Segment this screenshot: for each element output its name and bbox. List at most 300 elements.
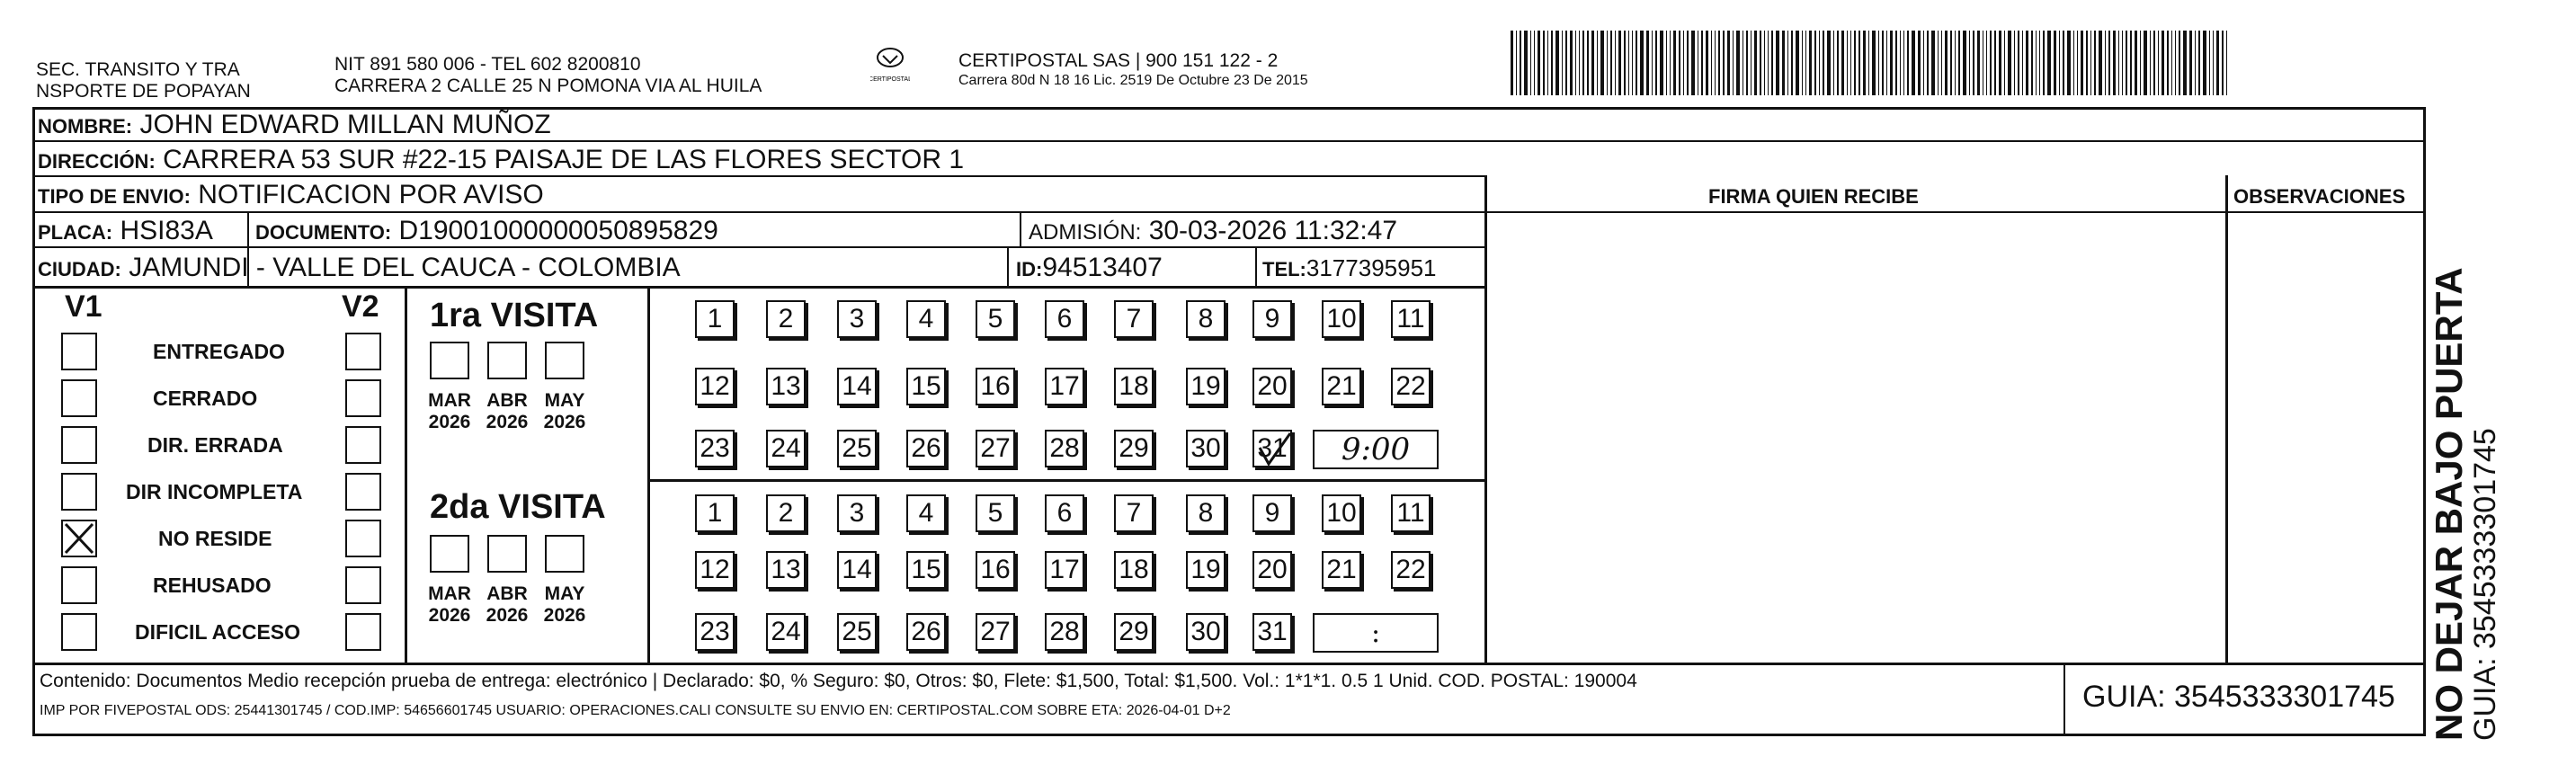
day-number: 11 bbox=[1396, 304, 1425, 334]
barcode-bar bbox=[1733, 31, 1734, 95]
day-number: 17 bbox=[1049, 371, 1080, 401]
day-number: 23 bbox=[700, 433, 730, 463]
day-checkbox[interactable] bbox=[1114, 368, 1154, 405]
barcode-bar bbox=[1652, 31, 1653, 95]
id-field bbox=[1016, 253, 1163, 285]
barcode-bar bbox=[2081, 31, 2083, 95]
day-checkbox[interactable] bbox=[766, 300, 806, 338]
sender-name bbox=[36, 59, 251, 102]
month-checkbox[interactable] bbox=[545, 535, 584, 573]
day-number: 7 bbox=[1126, 304, 1142, 334]
barcode-bar bbox=[2099, 31, 2102, 95]
barcode-bar bbox=[2094, 31, 2096, 95]
day-checkbox[interactable] bbox=[1045, 300, 1084, 338]
day-number: 5 bbox=[987, 304, 1003, 334]
barcode-bar bbox=[2026, 31, 2028, 95]
reason-label: NO RESIDE bbox=[158, 527, 272, 550]
month-year: 2026 bbox=[428, 605, 471, 626]
barcode-bar bbox=[1575, 31, 1576, 95]
barcode-bar bbox=[1771, 31, 1773, 95]
v2-checkbox[interactable] bbox=[345, 473, 381, 511]
barcode-bar bbox=[1524, 31, 1528, 95]
day-checkbox[interactable] bbox=[695, 368, 735, 405]
day-checkbox[interactable] bbox=[837, 368, 877, 405]
barcode-bar bbox=[2067, 31, 2071, 95]
day-number: 19 bbox=[1190, 555, 1221, 584]
barcode-bar bbox=[1782, 31, 1785, 95]
day-checkbox[interactable] bbox=[1186, 613, 1226, 651]
day-checkbox[interactable] bbox=[1045, 551, 1084, 589]
barcode-bar bbox=[1895, 31, 1897, 95]
barcode-bar bbox=[2022, 31, 2023, 95]
barcode-bar bbox=[2105, 31, 2106, 95]
day-number: 25 bbox=[842, 433, 872, 463]
day-number: 21 bbox=[1326, 555, 1357, 584]
barcode-bar bbox=[1977, 31, 1980, 95]
month-label bbox=[480, 390, 534, 433]
v2-checkbox[interactable] bbox=[345, 379, 381, 417]
month-year: 2026 bbox=[486, 412, 529, 432]
day-number: 21 bbox=[1326, 371, 1357, 401]
day-checkbox[interactable] bbox=[695, 494, 735, 532]
day-checkbox[interactable] bbox=[976, 613, 1015, 651]
barcode-bar bbox=[1600, 31, 1604, 95]
day-checkbox[interactable] bbox=[1045, 430, 1084, 467]
day-number: 2 bbox=[778, 498, 794, 528]
day-number: 6 bbox=[1056, 498, 1073, 528]
day-checkbox[interactable] bbox=[1391, 300, 1431, 338]
day-number: 30 bbox=[1190, 617, 1221, 646]
day-number: 4 bbox=[918, 498, 934, 528]
day-checkbox[interactable] bbox=[1252, 430, 1292, 467]
day-checkbox[interactable] bbox=[976, 300, 1015, 338]
ciudad-label: CIUDAD: bbox=[38, 258, 121, 280]
day-checkbox[interactable] bbox=[1322, 494, 1361, 532]
day-number: 14 bbox=[842, 555, 872, 584]
day-checkbox[interactable] bbox=[906, 300, 946, 338]
barcode-bar bbox=[2175, 31, 2176, 95]
reason-label: ENTREGADO bbox=[153, 340, 285, 363]
day-checkbox[interactable] bbox=[906, 368, 946, 405]
first-visit-title: 1ra VISITA bbox=[430, 297, 599, 334]
month-name: ABR bbox=[486, 583, 528, 604]
month-checkbox[interactable] bbox=[545, 342, 584, 379]
month-checkbox[interactable] bbox=[487, 535, 527, 573]
barcode-bar bbox=[1918, 31, 1921, 95]
v2-checkbox[interactable] bbox=[345, 426, 381, 464]
barcode-bar bbox=[1715, 31, 1716, 95]
barcode-bar bbox=[1819, 31, 1820, 95]
month-name: ABR bbox=[486, 390, 528, 411]
day-number: 23 bbox=[700, 617, 730, 646]
ciudad-value: JAMUNDI - VALLE DEL CAUCA - COLOMBIA bbox=[129, 253, 681, 282]
barcode-bar bbox=[1582, 31, 1584, 95]
barcode-bar bbox=[1511, 31, 1513, 95]
v1-checkbox[interactable] bbox=[61, 613, 97, 651]
barcode-bar bbox=[1615, 31, 1616, 95]
nombre-row bbox=[38, 110, 551, 142]
day-checkbox[interactable] bbox=[906, 551, 946, 589]
svg-text:CERTIPOSTAL: CERTIPOSTAL bbox=[870, 76, 910, 83]
day-checkbox[interactable] bbox=[1252, 368, 1292, 405]
barcode-bar bbox=[1990, 31, 1992, 95]
barcode-bar bbox=[2018, 31, 2019, 95]
v1-checkbox[interactable] bbox=[61, 333, 97, 370]
id-value: 94513407 bbox=[1042, 253, 1163, 282]
barcode-bar bbox=[2140, 31, 2141, 95]
day-checkbox[interactable] bbox=[1114, 430, 1154, 467]
day-number: 10 bbox=[1326, 498, 1357, 528]
day-checkbox[interactable] bbox=[1391, 368, 1431, 405]
barcode-bar bbox=[1597, 31, 1598, 95]
barcode-bar bbox=[1660, 31, 1663, 95]
barcode-bar bbox=[1787, 31, 1788, 95]
day-number: 8 bbox=[1198, 498, 1214, 528]
observations-area[interactable] bbox=[2230, 216, 2422, 660]
day-checkbox[interactable] bbox=[766, 368, 806, 405]
day-checkbox[interactable] bbox=[837, 551, 877, 589]
barcode-bar bbox=[1945, 31, 1948, 95]
direccion-value: CARRERA 53 SUR #22-15 PAISAJE DE LAS FLORES SECTOR 1 bbox=[163, 145, 965, 174]
visit-time-field[interactable]: : bbox=[1313, 613, 1439, 653]
barcode-bar bbox=[1854, 31, 1856, 95]
barcode-bar bbox=[2216, 31, 2219, 95]
barcode-bar bbox=[1802, 31, 1803, 95]
barcode-bar bbox=[1679, 31, 1680, 95]
day-checkbox[interactable] bbox=[1322, 300, 1361, 338]
carrier-line-2: Carrera 80d N 18 16 Lic. 2519 De Octubre 23 De 2015 bbox=[958, 73, 1308, 88]
barcode-bar bbox=[1624, 31, 1626, 95]
v2-checkbox[interactable] bbox=[345, 333, 381, 370]
day-number: 27 bbox=[980, 617, 1011, 646]
month-checkbox[interactable] bbox=[430, 342, 469, 379]
month-year: 2026 bbox=[543, 605, 586, 626]
day-number: 22 bbox=[1395, 371, 1426, 401]
barcode-bar bbox=[1666, 31, 1667, 95]
day-number: 13 bbox=[771, 371, 801, 401]
barcode-bar bbox=[1878, 31, 1879, 95]
footer-imp: IMP POR FIVEPOSTAL ODS: 25441301745 / COD.IMP: 54656601745 USUARIO: OPERACIONES.CALI CONSULTE SU ENVIO EN: CERTIPOSTAL.COM SOBRE ETA: 2026-04-01 D+2 bbox=[40, 703, 1231, 718]
reason-label: REHUSADO bbox=[153, 574, 272, 597]
barcode-bar bbox=[1570, 31, 1573, 95]
barcode-bar bbox=[1837, 31, 1839, 95]
barcode-bar bbox=[1587, 31, 1589, 95]
day-checkbox[interactable] bbox=[1252, 551, 1292, 589]
tracking-barcode bbox=[1511, 31, 2248, 95]
day-number: 14 bbox=[842, 371, 872, 401]
day-checkbox[interactable] bbox=[1045, 494, 1084, 532]
barcode-bar bbox=[1591, 31, 1594, 95]
barcode-bar bbox=[1520, 31, 1521, 95]
barcode-bar bbox=[1751, 31, 1752, 95]
barcode-bar bbox=[1847, 31, 1848, 95]
barcode-bar bbox=[2004, 31, 2005, 95]
barcode-bar bbox=[1776, 31, 1779, 95]
day-checkbox[interactable] bbox=[906, 613, 946, 651]
barcode-bar bbox=[1994, 31, 1996, 95]
barcode-bar bbox=[2008, 31, 2011, 95]
day-number: 10 bbox=[1326, 304, 1357, 334]
admision-value: 30-03-2026 11:32:47 bbox=[1148, 216, 1398, 245]
barcode-bar bbox=[2198, 31, 2200, 95]
day-checkbox[interactable] bbox=[1114, 551, 1154, 589]
day-checkbox[interactable] bbox=[1114, 300, 1154, 338]
day-checkbox[interactable] bbox=[1322, 551, 1361, 589]
barcode-bar bbox=[1907, 31, 1909, 95]
day-number: 13 bbox=[771, 555, 801, 584]
month-year: 2026 bbox=[543, 412, 586, 432]
day-number: 6 bbox=[1056, 304, 1073, 334]
barcode-bar bbox=[2222, 31, 2224, 95]
day-checkbox[interactable] bbox=[695, 430, 735, 467]
month-name: MAR bbox=[428, 390, 471, 411]
barcode-bar bbox=[1927, 31, 1929, 95]
day-number: 12 bbox=[700, 371, 730, 401]
day-checkbox[interactable] bbox=[1391, 551, 1431, 589]
barcode-bar bbox=[1718, 31, 1720, 95]
day-checkbox[interactable] bbox=[1114, 613, 1154, 651]
barcode-bar bbox=[1973, 31, 1974, 95]
day-number: 3 bbox=[849, 498, 865, 528]
day-checkbox[interactable] bbox=[1322, 368, 1361, 405]
day-number: 9 bbox=[1264, 498, 1280, 528]
barcode-bar bbox=[2036, 31, 2037, 95]
placa-value: HSI83A bbox=[120, 216, 213, 245]
day-checkbox[interactable] bbox=[1186, 494, 1226, 532]
barcode-bar bbox=[1579, 31, 1580, 95]
month-checkbox[interactable] bbox=[487, 342, 527, 379]
day-number: 31 bbox=[1257, 433, 1288, 463]
barcode-bar bbox=[2108, 31, 2110, 95]
day-checkbox[interactable] bbox=[837, 613, 877, 651]
day-number: 8 bbox=[1198, 304, 1214, 334]
day-number: 15 bbox=[911, 371, 941, 401]
barcode-bar bbox=[1706, 31, 1708, 95]
carrier-line-1: CERTIPOSTAL SAS | 900 151 122 - 2 bbox=[958, 50, 1279, 71]
day-number: 18 bbox=[1119, 555, 1149, 584]
month-label bbox=[480, 583, 534, 627]
day-checkbox[interactable] bbox=[1114, 494, 1154, 532]
admision-field bbox=[1029, 216, 1397, 248]
side-text bbox=[2429, 267, 2501, 741]
barcode-bar bbox=[1547, 31, 1548, 95]
sender-address-line-2: CARRERA 2 CALLE 25 N POMONA VIA AL HUILA bbox=[334, 76, 762, 96]
barcode-bar bbox=[1723, 31, 1725, 95]
day-number: 26 bbox=[911, 617, 941, 646]
barcode-bar bbox=[1903, 31, 1904, 95]
tipo-envio-label: TIPO DE ENVIO: bbox=[38, 185, 191, 208]
barcode-bar bbox=[2226, 31, 2227, 95]
documento-label: DOCUMENTO: bbox=[255, 221, 392, 244]
v1-checkbox[interactable] bbox=[61, 473, 97, 511]
v2-checkbox[interactable] bbox=[345, 613, 381, 651]
day-number: 17 bbox=[1049, 555, 1080, 584]
barcode-bar bbox=[1958, 31, 1960, 95]
month-label bbox=[538, 390, 592, 433]
barcode-bar bbox=[1754, 31, 1757, 95]
barcode-bar bbox=[2130, 31, 2132, 95]
month-name: MAY bbox=[544, 583, 585, 604]
sender-line-2: NSPORTE DE POPAYAN bbox=[36, 81, 251, 102]
v2-checkbox[interactable] bbox=[345, 520, 381, 557]
barcode-bar bbox=[2195, 31, 2196, 95]
day-number: 1 bbox=[707, 498, 723, 528]
barcode-bar bbox=[2150, 31, 2151, 95]
barcode-bar bbox=[1863, 31, 1866, 95]
tel-field bbox=[1262, 253, 1437, 285]
day-checkbox[interactable] bbox=[1186, 551, 1226, 589]
barcode-bar bbox=[1805, 31, 1806, 95]
barcode-bar bbox=[1534, 31, 1535, 95]
reason-label: DIFICIL ACCESO bbox=[135, 620, 301, 644]
barcode-bar bbox=[2183, 31, 2187, 95]
day-checkbox[interactable] bbox=[695, 300, 735, 338]
visit-time-field[interactable]: 9:00 bbox=[1313, 430, 1439, 469]
day-number: 2 bbox=[778, 304, 794, 334]
barcode-bar bbox=[1796, 31, 1799, 95]
month-label bbox=[423, 390, 477, 433]
day-checkbox[interactable] bbox=[1045, 613, 1084, 651]
carrier-info bbox=[958, 50, 1308, 90]
day-number: 12 bbox=[700, 555, 730, 584]
day-number: 5 bbox=[987, 498, 1003, 528]
barcode-bar bbox=[1950, 31, 1952, 95]
barcode-bar bbox=[1538, 31, 1540, 95]
day-checkbox[interactable] bbox=[1391, 494, 1431, 532]
barcode-bar bbox=[2113, 31, 2116, 95]
signature-area[interactable] bbox=[1489, 216, 2223, 660]
direccion-label: DIRECCIÓN: bbox=[38, 150, 156, 173]
day-checkbox[interactable] bbox=[976, 430, 1015, 467]
day-number: 24 bbox=[771, 433, 801, 463]
barcode-bar bbox=[1691, 31, 1695, 95]
barcode-bar bbox=[1711, 31, 1712, 95]
day-number: 3 bbox=[849, 304, 865, 334]
day-number: 31 bbox=[1257, 617, 1288, 646]
day-checkbox[interactable] bbox=[906, 430, 946, 467]
day-checkbox[interactable] bbox=[837, 494, 877, 532]
barcode-bar bbox=[1640, 31, 1644, 95]
placa-field bbox=[38, 216, 213, 248]
day-checkbox[interactable] bbox=[1186, 430, 1226, 467]
day-number: 19 bbox=[1190, 371, 1221, 401]
barcode-bar bbox=[1768, 31, 1769, 95]
barcode-bar bbox=[1963, 31, 1966, 95]
barcode-bar bbox=[2077, 31, 2078, 95]
barcode-bar bbox=[2054, 31, 2056, 95]
day-number: 26 bbox=[911, 433, 941, 463]
day-checkbox[interactable] bbox=[1045, 368, 1084, 405]
v1-checkbox[interactable] bbox=[61, 566, 97, 604]
day-checkbox[interactable] bbox=[766, 494, 806, 532]
day-number: 30 bbox=[1190, 433, 1221, 463]
barcode-bar bbox=[1636, 31, 1637, 95]
barcode-bar bbox=[1833, 31, 1834, 95]
barcode-bar bbox=[1727, 31, 1730, 95]
v2-header: V2 bbox=[342, 289, 379, 324]
firma-header: FIRMA QUIEN RECIBE bbox=[1708, 185, 1919, 208]
ciudad-field bbox=[38, 253, 681, 285]
day-checkbox[interactable] bbox=[1186, 368, 1226, 405]
day-checkbox[interactable] bbox=[976, 494, 1015, 532]
id-label: ID: bbox=[1016, 258, 1043, 280]
v1-checkbox[interactable] bbox=[61, 379, 97, 417]
barcode-bar bbox=[1760, 31, 1761, 95]
barcode-bar bbox=[1938, 31, 1939, 95]
barcode-bar bbox=[1687, 31, 1689, 95]
footer-contenido: Contenido: Documentos Medio recepción prueba de entrega: electrónico | Declarado: $0, % Seguro: $0, Otros: $0, Flete: $1,500, Total: $1,500. Vol.: 1*1*1. 0.5 1 Unid. COD. POSTAL: 190004 bbox=[40, 671, 1637, 691]
day-checkbox[interactable] bbox=[976, 368, 1015, 405]
documento-value: D19001000000050895829 bbox=[398, 216, 718, 245]
day-checkbox[interactable] bbox=[766, 430, 806, 467]
barcode-bar bbox=[1555, 31, 1559, 95]
day-checkbox[interactable] bbox=[976, 551, 1015, 589]
barcode-bar bbox=[2073, 31, 2074, 95]
observaciones-header: OBSERVACIONES bbox=[2233, 185, 2406, 208]
sender-line-1: SEC. TRANSITO Y TRA bbox=[36, 59, 240, 80]
day-checkbox[interactable] bbox=[695, 551, 735, 589]
barcode-bar bbox=[1912, 31, 1915, 95]
barcode-bar bbox=[1736, 31, 1740, 95]
documento-field bbox=[255, 216, 718, 248]
barcode-bar bbox=[2167, 31, 2169, 95]
barcode-bar bbox=[1999, 31, 2001, 95]
barcode-bar bbox=[1823, 31, 1824, 95]
barcode-bar bbox=[1673, 31, 1676, 95]
barcode-bar bbox=[1683, 31, 1684, 95]
day-checkbox[interactable] bbox=[1252, 613, 1292, 651]
barcode-bar bbox=[2179, 31, 2180, 95]
month-year: 2026 bbox=[486, 605, 529, 626]
barcode-bar bbox=[1543, 31, 1545, 95]
v1-checkbox[interactable] bbox=[61, 426, 97, 464]
day-checkbox[interactable] bbox=[837, 300, 877, 338]
day-checkbox[interactable] bbox=[695, 613, 735, 651]
day-number: 25 bbox=[842, 617, 872, 646]
month-checkbox[interactable] bbox=[430, 535, 469, 573]
barcode-bar bbox=[2031, 31, 2033, 95]
barcode-bar bbox=[1890, 31, 1893, 95]
day-checkbox[interactable] bbox=[766, 613, 806, 651]
barcode-bar bbox=[2135, 31, 2137, 95]
v1-checkbox[interactable] bbox=[61, 520, 97, 557]
barcode-bar bbox=[1872, 31, 1876, 95]
sender-address-line-1: NIT 891 580 006 - TEL 602 8200810 bbox=[334, 54, 641, 75]
barcode-bar bbox=[1827, 31, 1831, 95]
barcode-bar bbox=[1764, 31, 1765, 95]
month-name: MAY bbox=[544, 390, 585, 411]
barcode-bar bbox=[1628, 31, 1629, 95]
barcode-bar bbox=[1530, 31, 1531, 95]
barcode-bar bbox=[1565, 31, 1567, 95]
barcode-bar bbox=[2086, 31, 2088, 95]
day-checkbox[interactable] bbox=[837, 430, 877, 467]
barcode-bar bbox=[1931, 31, 1935, 95]
v1-header: V1 bbox=[65, 289, 103, 324]
day-checkbox[interactable] bbox=[1252, 300, 1292, 338]
barcode-bar bbox=[1562, 31, 1563, 95]
barcode-bar bbox=[2158, 31, 2159, 95]
day-checkbox[interactable] bbox=[1252, 494, 1292, 532]
reason-label: CERRADO bbox=[153, 387, 258, 410]
day-checkbox[interactable] bbox=[906, 494, 946, 532]
nombre-value: JOHN EDWARD MILLAN MUÑOZ bbox=[139, 110, 551, 139]
v2-checkbox[interactable] bbox=[345, 566, 381, 604]
tel-label: TEL: bbox=[1262, 258, 1306, 280]
barcode-bar bbox=[1516, 31, 1517, 95]
day-checkbox[interactable] bbox=[1186, 300, 1226, 338]
day-checkbox[interactable] bbox=[766, 551, 806, 589]
